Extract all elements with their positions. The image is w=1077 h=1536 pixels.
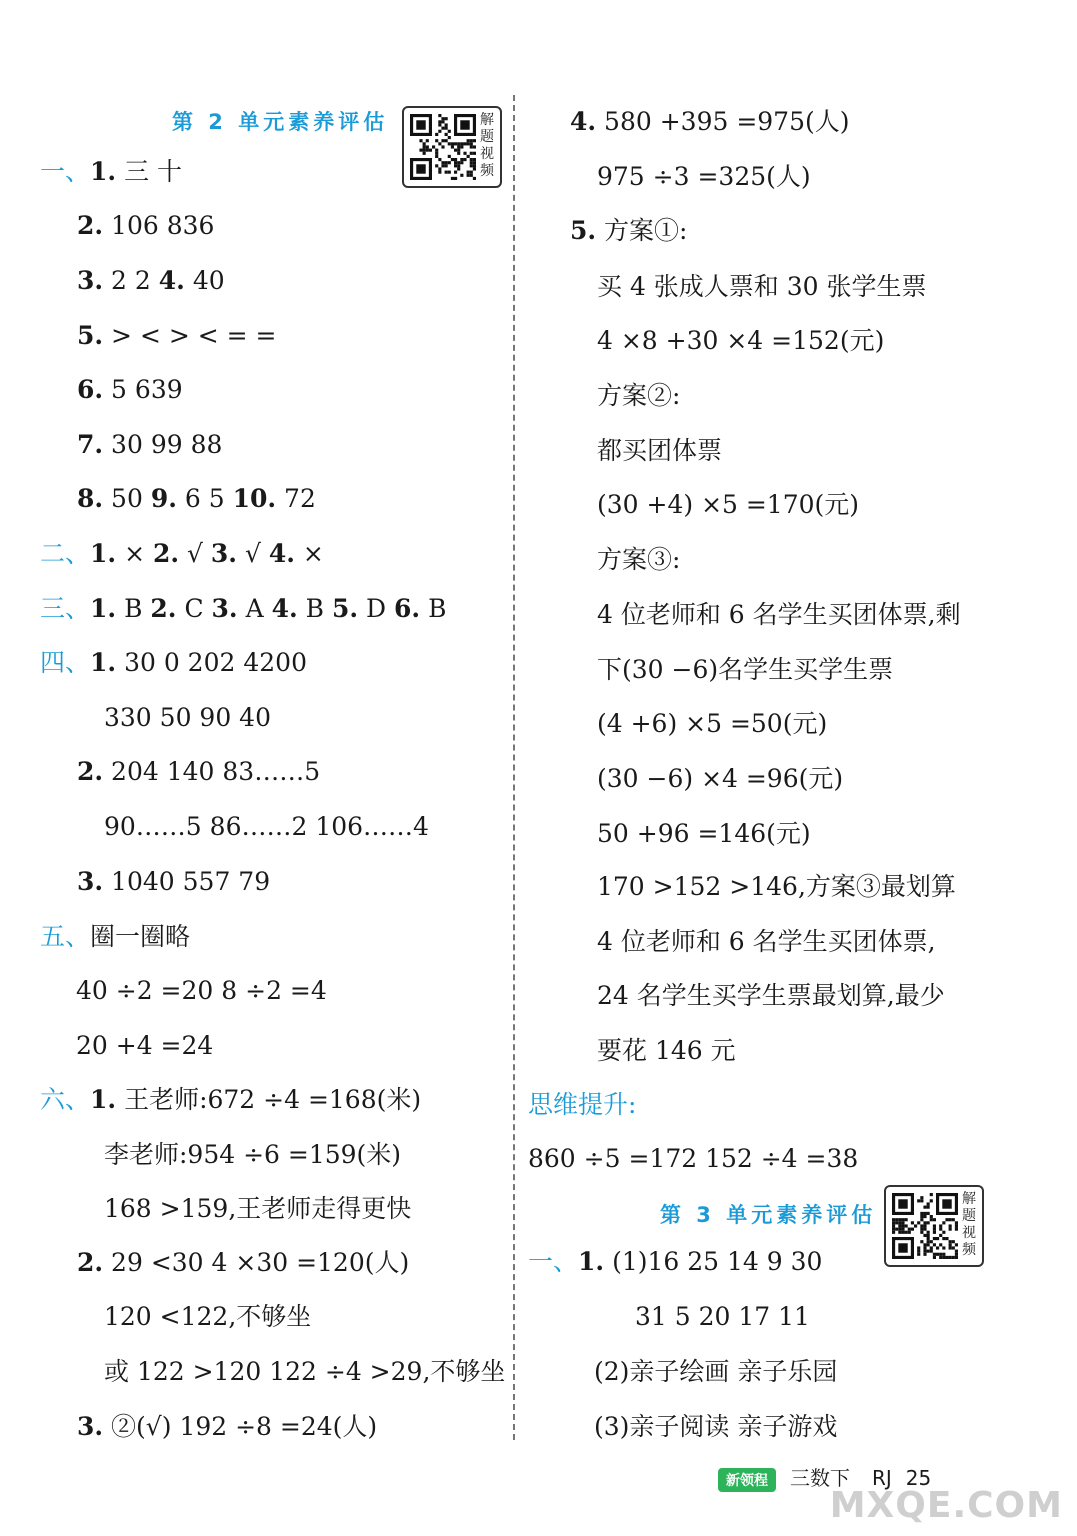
answer-line [40, 921, 190, 953]
answer-line [77, 429, 222, 461]
answer-text: (4 +6) ×5 =50(元) [597, 709, 828, 738]
answer-text: B [297, 594, 332, 623]
answer-text: 1040 557 79 [103, 867, 271, 896]
answer-text: 4 ×8 +30 ×4 =152(元) [597, 326, 885, 355]
question-number: 3. [211, 594, 238, 623]
answer-line [528, 1089, 636, 1121]
answer-text: 168 >159,王老师走得更快 [104, 1194, 412, 1223]
answer-line [77, 866, 270, 898]
answer-line [597, 1035, 736, 1067]
qr-code-unit2[interactable] [402, 106, 502, 188]
answer-text: 90……5 86……2 106……4 [104, 812, 429, 841]
question-number: 5. [77, 321, 104, 350]
answer-line [528, 1246, 822, 1278]
answer-line [77, 210, 214, 242]
answer-text: √ [237, 539, 269, 568]
answer-line [597, 325, 884, 357]
answer-text: 330 50 90 40 [104, 703, 271, 732]
answer-line [40, 593, 446, 625]
answer-text: √ [179, 539, 211, 568]
answer-text: 50 [103, 484, 151, 513]
question-number: 6. [394, 594, 421, 623]
answer-line [104, 1193, 411, 1225]
answer-line [597, 818, 811, 850]
question-number: 5. [570, 216, 597, 245]
answer-line [104, 1139, 401, 1171]
question-number: 1. [90, 157, 117, 186]
answer-line [77, 1247, 409, 1279]
section-marker: 一、 [528, 1247, 579, 1276]
qr-label: 解题视频 [480, 112, 494, 179]
column-divider [513, 95, 515, 1440]
answer-text: 方案①: [596, 216, 688, 245]
answer-text: 31 5 20 17 11 [635, 1302, 810, 1331]
answer-line [597, 380, 680, 412]
answer-text: B [116, 594, 151, 623]
edition-label: RJ [872, 1466, 892, 1490]
answer-text: 4 位老师和 6 名学生买团体票, [597, 927, 936, 956]
answer-line [570, 106, 850, 138]
answer-text: 方案③: [597, 545, 681, 574]
answer-line [597, 271, 927, 303]
question-number: 3. [77, 867, 104, 896]
answer-line [40, 647, 307, 679]
answer-text: 120 <122,不够坐 [104, 1302, 312, 1331]
answer-text: 王老师:672 ÷4 =168(米) [116, 1085, 422, 1114]
question-number: 1. [90, 648, 117, 677]
question-number: 4. [570, 107, 597, 136]
answer-line [77, 756, 320, 788]
answer-text: 50 +96 =146(元) [597, 819, 811, 848]
answer-line [635, 1301, 810, 1333]
question-number: 2. [77, 211, 104, 240]
answer-line [597, 489, 859, 521]
answer-text: 30 99 88 [103, 430, 223, 459]
answer-line [76, 1030, 213, 1062]
answer-text: 三 十 [116, 157, 183, 186]
answer-text: 6 5 [176, 484, 233, 513]
question-number: 9. [150, 484, 177, 513]
answer-text: 圈一圈略 [90, 922, 191, 951]
qr-code-icon [410, 114, 476, 180]
answer-text: 40 ÷2 =20 8 ÷2 =4 [76, 976, 327, 1005]
answer-text: 4 位老师和 6 名学生买团体票,剩 [597, 600, 961, 629]
question-number: 1. [90, 1085, 117, 1114]
question-number: 3. [77, 266, 104, 295]
question-number: 3. [210, 539, 238, 568]
answer-text: 5 639 [103, 375, 183, 404]
question-number: 8. [77, 484, 104, 513]
answer-text: 72 [276, 484, 316, 513]
section-marker: 二、 [40, 539, 91, 568]
answer-text: A [237, 594, 272, 623]
section-heading: 思维提升: [528, 1090, 637, 1119]
answer-line [77, 265, 225, 297]
qr-code-unit3[interactable] [884, 1185, 984, 1267]
question-number: 6. [77, 375, 104, 404]
answer-line [40, 538, 324, 570]
answer-text: (30 −6) ×4 =96(元) [597, 764, 844, 793]
answer-line [40, 1084, 421, 1116]
answer-line [594, 1356, 837, 1388]
answer-line [77, 374, 183, 406]
answer-line [597, 161, 811, 193]
answer-text: 2 2 [103, 266, 159, 295]
answer-line [77, 483, 316, 515]
section-marker: 四、 [40, 648, 91, 677]
question-number: 7. [77, 430, 104, 459]
answer-line [77, 1411, 377, 1443]
question-number: 2. [150, 594, 177, 623]
answer-line [597, 763, 843, 795]
answer-text: 方案②: [597, 381, 681, 410]
section-marker: 三、 [40, 594, 91, 623]
section-marker: 六、 [40, 1085, 91, 1114]
answer-text: 都买团体票 [597, 436, 723, 465]
section-title-unit2: 第 2 单元素养评估 [172, 110, 389, 134]
answer-text: 要花 146 元 [597, 1036, 736, 1065]
page-number: 25 [905, 1466, 932, 1490]
answer-text: (1)16 25 14 9 30 [604, 1247, 823, 1276]
answer-line [597, 654, 893, 686]
question-number: 4. [268, 539, 295, 568]
section-title-unit3: 第 3 单元素养评估 [660, 1203, 877, 1227]
answer-text: 860 ÷5 =172 152 ÷4 =38 [528, 1144, 859, 1173]
answer-text: 580 +395 =975(人) [596, 107, 850, 136]
answer-text: C [176, 594, 212, 623]
answer-line [597, 980, 945, 1012]
answer-text: D [358, 594, 395, 623]
answer-text: 204 140 83……5 [103, 757, 321, 786]
watermark: MXQE.COM [829, 1485, 1063, 1526]
answer-text: 24 名学生买学生票最划算,最少 [597, 981, 945, 1010]
section-marker: 一、 [40, 157, 91, 186]
answer-line [597, 926, 936, 958]
answer-line [594, 1411, 837, 1443]
answer-text: 106 836 [103, 211, 215, 240]
answer-text: (30 +4) ×5 =170(元) [597, 490, 860, 519]
answer-text: 下(30 −6)名学生买学生票 [597, 655, 894, 684]
question-number: 1. [90, 539, 117, 568]
question-number: 4. [271, 594, 298, 623]
answer-text: (2)亲子绘画 亲子乐园 [594, 1357, 838, 1386]
answer-line [104, 811, 429, 843]
answer-text: 李老师:954 ÷6 =159(米) [104, 1140, 402, 1169]
answer-text: × [116, 539, 153, 568]
qr-code-icon [892, 1193, 958, 1259]
answer-line [570, 215, 687, 247]
answer-line [597, 871, 956, 903]
question-number: 3. [77, 1412, 104, 1441]
question-number: 10. [232, 484, 277, 513]
answer-text: 20 +4 =24 [76, 1031, 214, 1060]
answer-line [597, 599, 961, 631]
answer-text: 或 122 >120 122 ÷4 >29,不够坐 [104, 1357, 506, 1386]
answer-text: 975 ÷3 =325(人) [597, 162, 811, 191]
qr-label: 解题视频 [962, 1191, 976, 1258]
question-number: 2. [77, 1248, 104, 1277]
answer-line [104, 702, 271, 734]
answer-line [40, 156, 182, 188]
question-number: 1. [578, 1247, 605, 1276]
answer-text: > < > < = = [103, 321, 277, 350]
answer-line [597, 708, 827, 740]
answer-text: (3)亲子阅读 亲子游戏 [594, 1412, 838, 1441]
answer-text: × [294, 539, 324, 568]
question-number: 1. [90, 594, 117, 623]
answer-text: B [420, 594, 447, 623]
answer-line [528, 1143, 858, 1175]
answer-text: 30 0 202 4200 [116, 648, 307, 677]
question-number: 5. [331, 594, 359, 623]
section-marker: 五、 [40, 922, 91, 951]
answer-line [597, 544, 680, 576]
subject-label: 三数下 [790, 1466, 850, 1490]
answer-text: 29 <30 4 ×30 =120(人) [103, 1248, 410, 1277]
answer-text: 40 [184, 266, 225, 295]
question-number: 2. [77, 757, 104, 786]
question-number: 2. [152, 539, 180, 568]
answer-text: 买 4 张成人票和 30 张学生票 [597, 272, 927, 301]
answer-line [77, 320, 276, 352]
answer-line [76, 975, 327, 1007]
answer-line [104, 1301, 311, 1333]
brand-badge: 新领程 [718, 1468, 776, 1492]
answer-line [104, 1356, 505, 1388]
answer-text: 170 >152 >146,方案③最划算 [597, 872, 956, 901]
question-number: 4. [158, 266, 185, 295]
answer-line [597, 435, 722, 467]
answer-text: ②(√) 192 ÷8 =24(人) [103, 1412, 378, 1441]
